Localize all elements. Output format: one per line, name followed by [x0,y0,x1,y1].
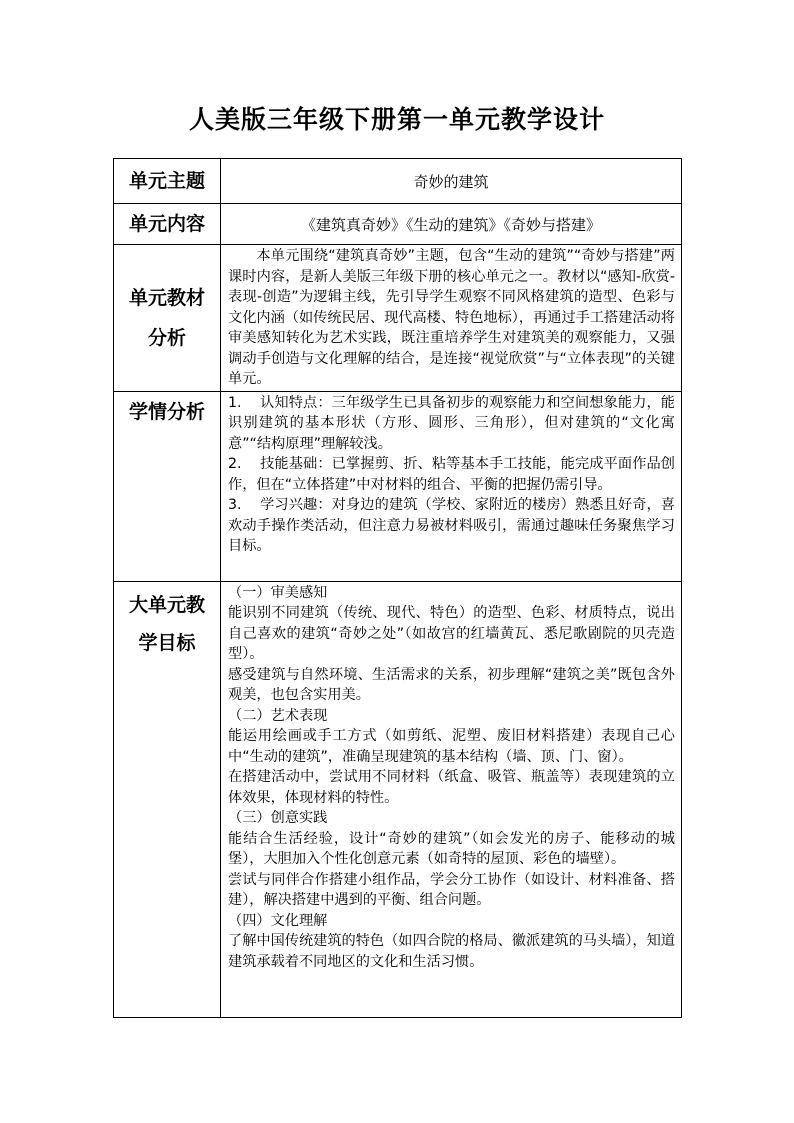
goal-heading: （一）审美感知 [228,584,328,601]
label-material-analysis [114,245,221,392]
goal-heading: （二）艺术表现 [228,707,328,724]
value-teaching-goals [221,581,682,1017]
label-material-analysis-line2: 分析 [147,326,186,349]
document-title: 人美版三年级下册第一单元教学设计 [188,105,605,134]
goal-paragraph: 了解中国传统建筑的特色（如四合院的格局、徽派建筑的马头墙），知道建筑承载着不同地区的文化和生活习惯。 [228,933,675,970]
label-teaching-goals-line1: 大单元教 [128,593,205,616]
goal-paragraph: 能结合生活经验，设计“奇妙的建筑”（如会发光的房子、能移动的城堡），大胆加入个性化创意元素（如奇特的屋顶、彩色的墙壁）。 [228,830,675,867]
goal-paragraph: 能运用绘画或手工方式（如剪纸、泥塑、废旧材料搭建）表现自己心中“生动的建筑”，准确呈现建筑的基本结构（墙、顶、门、窗）。 [228,728,675,765]
label-unit-theme: 单元主题 [114,159,221,204]
goal-heading: （三）创意实践 [228,810,328,826]
goal-paragraph: 尝试与同伴合作搭建小组作品，学会分工协作（如设计、材料准备、搭建），解决搭建中遇到的平衡、组合问题。 [228,871,675,908]
goal-paragraph: 在搭建活动中，尝试用不同材料（纸盒、吸管、瓶盖等）表现建筑的立体效果，体现材料的特性。 [228,769,675,806]
student-analysis-item: 2. 技能基础：已掌握剪、折、粘等基本手工技能，能完成平面作品创作，但在“立体搭建”中对材料的组合、平衡的把握仍需引导。 [228,456,675,493]
row-unit-content [114,204,682,245]
value-unit-theme: 奇妙的建筑 [221,159,682,204]
goal-paragraph: 感受建筑与自然环境、生活需求的关系，初步理解“建筑之美”既包含外观美，也包含实用美。 [228,666,675,703]
value-student-analysis [221,391,682,581]
student-analysis-item: 3. 学习兴趣：对身边的建筑（学校、家附近的楼房）熟悉且好奇，喜欢动手操作类活动，但注意力易被材料吸引，需通过趣味任务聚焦学习目标。 [228,497,675,554]
material-analysis-text: 本单元围绕“建筑真奇妙”主题，包含“生动的建筑”“奇妙与搭建”两课时内容，是新人美版三年级下册的核心单元之一。教材以“感知-欣赏-表现-创造”为逻辑主线，先引导学生观察不同风格建筑的造型、色彩与文化内涵（如传统民居、现代高楼、特色地标），再通过手工搭建活动将审美感知转化为艺术实践，既注重培养学生对建筑美的观察能力，又强调动手创造与文化理解的结合，是连接“视觉欣赏”与“立体表现”的关键单元。 [228,248,675,387]
student-analysis-item: 1. 认知特点：三年级学生已具备初步的观察能力和空间想象能力，能识别建筑的基本形状（方形、圆形、三角形），但对建筑的“文化寓意”“结构原理”理解较浅。 [228,394,675,452]
row-teaching-goals [114,581,682,1017]
row-student-analysis [114,391,682,581]
label-unit-content: 单元内容 [114,204,221,245]
value-unit-content: 《建筑真奇妙》《生动的建筑》《奇妙与搭建》 [221,204,682,245]
row-material-analysis [114,245,682,392]
label-student-analysis: 学情分析 [114,391,221,581]
label-material-analysis-line1: 单元教材 [128,286,205,309]
value-material-analysis [221,245,682,392]
goal-heading: （四）文化理解 [228,912,328,929]
label-teaching-goals-line2: 学目标 [138,631,196,654]
row-unit-theme [114,159,682,204]
label-teaching-goals [114,581,221,1017]
goal-paragraph: 能识别不同建筑（传统、现代、特色）的造型、色彩、材质特点，说出自己喜欢的建筑“奇妙之处”（如故宫的红墙黄瓦、悉尼歌剧院的贝壳造型）。 [228,605,675,662]
unit-design-table [113,158,682,1018]
